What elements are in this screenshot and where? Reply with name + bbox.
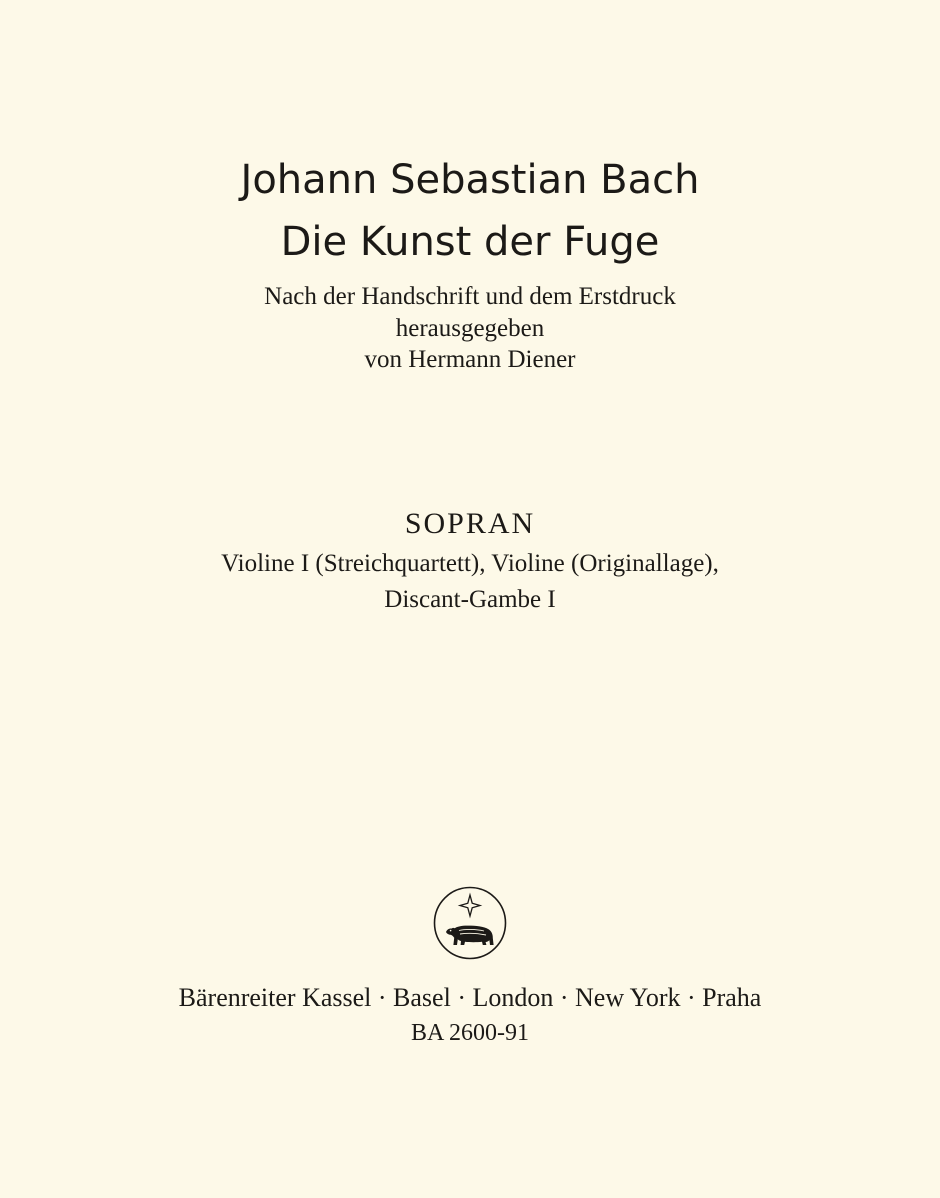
editor-name: von Hermann Diener [364,346,576,373]
baerenreiter-bear-star-seal-icon [432,885,508,961]
composer-name: Johann Sebastian Bach [240,157,700,203]
instrument-list-line-2: Discant-Gambe I [384,586,556,613]
publisher-imprint: Bärenreiter Kassel · Basel · London · New York · Praha [178,983,762,1012]
catalog-number: BA 2600-91 [410,1020,529,1046]
work-title: Die Kunst der Fuge [280,219,660,265]
voice-part-heading: SOPRAN [404,507,536,540]
instrument-list-line-1: Violine I (Streichquartett), Violine (Originallage), [221,550,719,577]
edition-note-line-1: Nach der Handschrift und dem Erstdruck [264,283,676,310]
edition-note-line-2: herausgegeben [395,315,545,342]
